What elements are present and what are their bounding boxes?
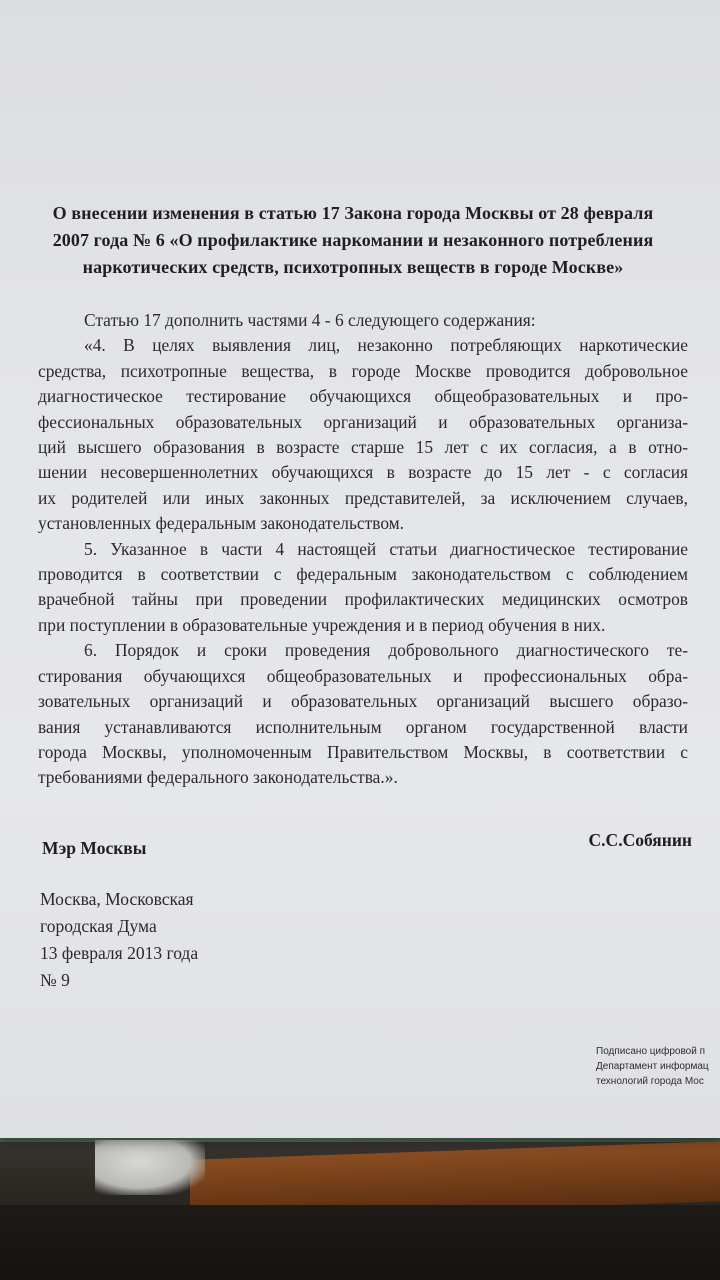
body-line: средства, психотропные вещества, в городе Москве проводится добровольное — [38, 360, 688, 381]
body-line: ций высшего образования в возрасте старше 15 лет с их согласия, а в отно- — [38, 437, 688, 458]
desk-shadow — [0, 1205, 720, 1280]
body-line: фессиональных образовательных организаций и образовательных организа- — [38, 411, 688, 432]
body-line: 6. Порядок и сроки проведения добровольного диагностического те- — [84, 640, 688, 661]
title-line: О внесении изменения в статью 17 Закона города Москвы от 28 февраля — [52, 203, 654, 223]
body-line: города Москвы, уполномоченным Правительством Москвы, в соответствии с — [38, 741, 688, 762]
footer-line: 13 февраля 2013 года — [40, 943, 199, 963]
body-line: их родителей или иных законных представителей, за исключением случаев, — [38, 487, 688, 508]
document-body — [38, 308, 688, 791]
title-line: наркотических средств, психотропных веществ в городе Москве» — [82, 257, 624, 277]
footer-line: № 9 — [40, 970, 70, 990]
document-footer — [40, 886, 198, 994]
body-line: требованиями федерального законодательства.». — [38, 767, 398, 788]
stamp-line: технологий города Мос — [596, 1076, 704, 1087]
body-line: проводится в соответствии с федеральным законодательством с соблюдением — [38, 564, 688, 585]
body-line: «4. В целях выявления лиц, незаконно потребляющих наркотические — [84, 335, 688, 356]
body-line: шении несовершеннолетних обучающихся в возрасте до 15 лет - с согласия — [38, 462, 688, 483]
body-line: стирования обучающихся общеобразовательных и профессиональных обра- — [38, 665, 688, 686]
digital-signature-stamp — [596, 1044, 720, 1089]
title-line: 2007 года № 6 «О профилактике наркомании и незаконного потребления — [52, 230, 654, 250]
signatory-name: С.С.Собянин — [588, 830, 692, 850]
stamp-line: Подписано цифровой п — [596, 1046, 705, 1057]
signature-block — [42, 830, 692, 864]
footer-line: Москва, Московская — [40, 889, 194, 909]
stamp-line: Департамент информац — [596, 1061, 709, 1072]
body-line: установленных федеральным законодательством. — [38, 513, 405, 534]
footer-line: городская Дума — [40, 916, 157, 936]
body-line: врачебной тайны при проведении профилактических медицинских осмотров — [38, 589, 688, 610]
white-cloth — [95, 1140, 205, 1195]
body-line: при поступлении в образовательные учреждения и в период обучения в них. — [38, 614, 606, 635]
signatory-position: Мэр Москвы — [42, 838, 147, 858]
body-line: диагностическое тестирование обучающихся общеобразовательных и про- — [38, 386, 688, 407]
body-line: зовательных организаций и образовательных организаций высшего образо- — [38, 691, 688, 712]
body-line: вания устанавливаются исполнительным органом государственной власти — [38, 716, 688, 737]
body-line: 5. Указанное в части 4 настоящей статьи диагностическое тестирование — [84, 538, 688, 559]
body-line: Статью 17 дополнить частями 4 - 6 следующего содержания: — [84, 310, 536, 330]
document-title — [28, 200, 678, 281]
